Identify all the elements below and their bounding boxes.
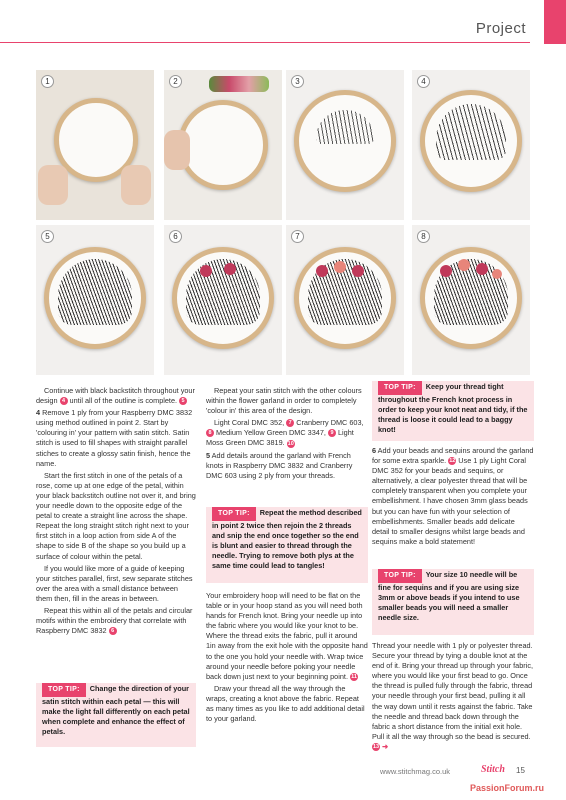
top-tip-box-3: TOP TIP: Keep your thread tight throughout the French knot process in order to keep your knot neat and tidy, if the thread is loose it could lead to a baggy knot!: [372, 381, 534, 441]
ref-badge: 11: [351, 673, 357, 680]
step-photo-3: 3: [286, 70, 404, 220]
page-tab: [544, 0, 566, 44]
embroidery-hoop: [178, 100, 268, 190]
ref-badge: 7: [286, 419, 294, 427]
ref-badge: 4: [60, 397, 68, 405]
top-tip-box-2: TOP TIP: Repeat the method described in point 2 twice then rejoin the 2 threads and snip the end once together so the end is blunt and easier to thread through the needle. Trying to remove both plys at the same time could lead to tangles!: [206, 507, 368, 583]
step-photo-6: 6: [164, 225, 282, 375]
ref-badge: 10: [287, 440, 294, 447]
ref-badge: 8: [206, 429, 214, 437]
text-column-2-lower: Your embroidery hoop will need to be flat on the table or in your hoop stand as you will need both hands for French knot. Bring your needle up into the fabric where you would like your knot to be. Where the thread exits the fabric, pull it around 1in away from the exit hole with the opposite hand to the one you hold your needle with. Wrap twice around your needle before poking your needle back down just next to your beginning point. 11 Draw your thread all the way through the wraps, creating a knot above the fabric. Repeat as many times as you like to add additional detail to your garland.: [206, 591, 368, 724]
ref-badge: 13: [372, 744, 380, 751]
text-column-3-lower: Thread your needle with 1 ply or polyester thread. Secure your thread by tying a double knot at the end of it. Bring your thread up through your fabric, where you would like your first bead to go. Once the thread is pulled fully through the fabric, thread your needle through your first bead, pulling it all the way down until it rests against the fabric. Take the needle and thread back down through the fabric a short distance from the initial exit hole. Pull it all the way through so the bead is secured. 13 ➜: [372, 641, 534, 751]
step-photo-8: 8: [412, 225, 530, 375]
page-number: 15: [516, 766, 525, 775]
watermark: PassionForum.ru: [470, 783, 545, 793]
step-photo-2: 2: [164, 70, 282, 220]
top-tip-box-4: TOP TIP: Your size 10 needle will be fine for sequins and if you are using size 3mm or above beads if you intend to use smaller beads you will need a smaller needle size.: [372, 569, 534, 635]
step-photo-7: 7: [286, 225, 404, 375]
text-column-2: Repeat your satin stitch with the other colours within the flower garland in order to completely 'colour in' this area of the design. Light Coral DMC 352, 7 Cranberry DMC 603, 8 Medium Yellow Green DMC 3347, 9 Light Moss Green DMC 3819. 10 5 Add details around the garland with French knots in Raspberry DMC 3832 and Cranberry DMC 603 using 2 ply from your threads.: [206, 386, 364, 480]
text-column-1: Continue with black backstitch throughout your design 4 until all of the outline is complete. 5 4 Remove 1 ply from your Raspberry DMC 3832 using method outlined in point 2. Start by 'colouring in' your pattern with satin stitch. Satin stitch is used to fill shapes with straight parallel stiches to create a glossy satin finish, hence the name. Start the first stitch in one of the petals of a rose, come up at one edge of the petal, within your black backstitch outline not over it, and bring your needle down to the opposite edge of the petal to create a straight line across the shape. Repeat the long straight stitch right next to your first stitch in a loop action from side A of the shape to side B of the shape so you build up a surface of colour within the petal. If you would like more of a guide of keeping your stitches parallel, first, sew separate stitches over the area with a small distance between them then, fill in the areas in between. Repeat this within all of the petals and circular motifs within the embroidery that correlate with Raspberry DMC 3832 6: [36, 386, 196, 636]
ref-badge: 9: [328, 429, 336, 437]
ref-badge: 12: [449, 458, 456, 465]
step-photo-4: 4: [412, 70, 530, 220]
arrow-right-icon: ➜: [382, 741, 389, 751]
ref-badge: 5: [179, 397, 187, 405]
footer-url: www.stitchmag.co.uk: [380, 767, 451, 776]
ref-badge: 6: [109, 627, 117, 635]
text-column-3: 6 Add your beads and sequins around the garland for some extra sparkle. 12 Use 1 ply Light Coral DMC 352 for your beads and sequins, or alternatively, a clear polyester thread that will be completely transparent when you complete your embellishment. I have chosen 3mm glass beads but you can have fun with your selection of embellishments. Smaller beads add delicate detail to smaller designs whilst large beads and sequins make a bold statement!: [372, 446, 534, 546]
step-photo-1: 1: [36, 70, 154, 220]
header-rule: [0, 42, 530, 43]
magazine-logo: Stitch: [481, 764, 505, 775]
top-tip-box-1: TOP TIP: Change the direction of your satin stitch within each petal — this will make the light fall differently on each petal when complete and enhance the effect of petals.: [36, 683, 196, 747]
step-photo-5: 5: [36, 225, 154, 375]
section-label: Project: [475, 20, 526, 37]
